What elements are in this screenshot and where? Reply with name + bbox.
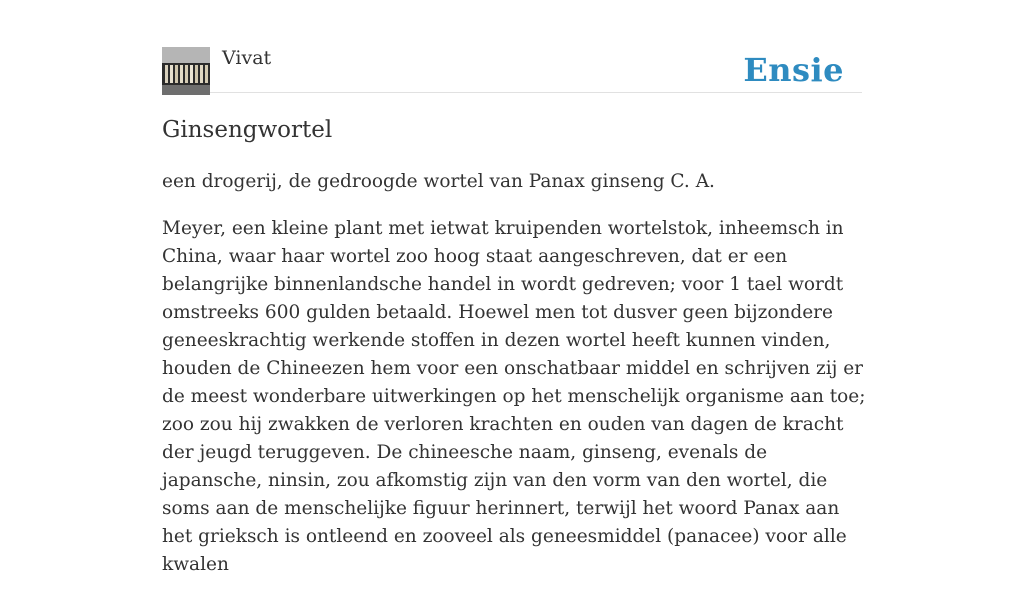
article-body: [162, 168, 868, 598]
author-avatar[interactable]: [162, 47, 210, 95]
article-paragraph-2: Meyer, een kleine plant met ietwat kruipenden wortelstok, inheemsch in China, waar haar wortel zoo hoog staat aangeschreven, dat er een belangrijke binnenlandsche handel in wordt gedreven; voor 1 tael wordt omstreeks 600 gulden betaald. Hoewel men tot dusver geen bijzondere geneeskrachtig werkende stoffen in dezen wortel heeft kunnen vinden, houden de Chineezen hem voor een onschatbaar middel en schrijven zij er de meest wonderbare uitwerkingen op het menschelijk organisme aan toe; zoo zou hij zwakken de verloren krachten en ouden van dagen de kracht der jeugd teruggeven. De chineesche naam, ginseng, evenals de japansche, ninsin, zou afkomstig zijn van den vorm van den wortel, die soms aan de menschelijke figuur herinnert, terwijl het woord Panax aan het grieksch is ontleend en zooveel als geneesmiddel (panacee) voor alle kwalen: [162, 218, 866, 575]
article-paragraph-1: een drogerij, de gedroogde wortel van Panax ginseng C. A.: [162, 171, 715, 192]
author-name-link[interactable]: Vivat: [222, 47, 272, 69]
page-header: [162, 46, 862, 93]
bookshelf-avatar-image: [162, 47, 210, 95]
ensie-logo[interactable]: Ensie: [743, 51, 844, 89]
article-title: Ginsengwortel: [162, 117, 333, 143]
